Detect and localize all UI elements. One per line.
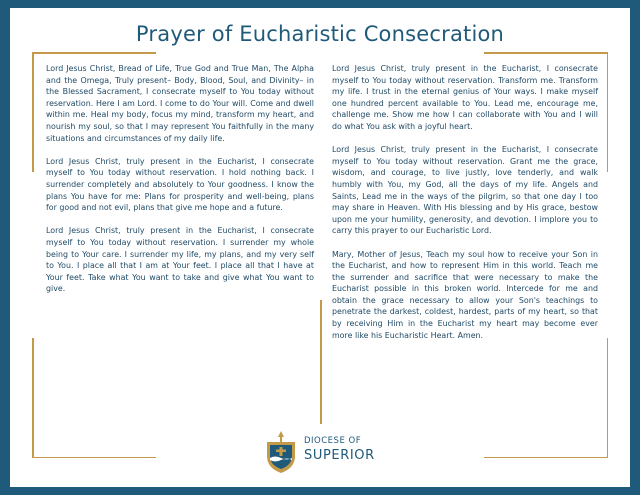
prayer-paragraph: Lord Jesus Christ, Bread of Life, True God and True Man, The Alpha and the Omega, Truly present– Body, Blood, Soul, and Divinity– in the Blessed Sacrament, I consecrate myself to You today without reservation. Here I am Lord. I come to do Your will. Come and dwell within me. Heal my body, focus my mind, transform my heart, and nourish my soul, so that I may represent You faithfully in the many situations and circumstances of my daily life. <box>46 64 314 143</box>
left-column <box>46 63 314 306</box>
shield-crest-icon <box>264 430 298 474</box>
prayer-paragraph: Lord Jesus Christ, truly present in the Eucharist, I consecrate myself to You today without reservation. I surrender my whole being to Your care. I surrender my life, my plans, and my very self to You. I place all that I am at Your feet. I place all that I have at Your feet. Take what You want to take and give what You want to give. <box>46 226 314 294</box>
prayer-paragraph: Lord Jesus Christ, truly present in the Eucharist, I consecrate myself to You today without reservation. I hold nothing back. I surrender completely and absolutely to Your goodness. I know the plans You have for me: Plans for prosperity and well-being, plans for good and not evil, plans that give me hope and a future. <box>46 156 314 213</box>
prayer-paragraph: Lord Jesus Christ, truly present in the Eucharist, I consecrate myself to You today without reservation. Transform me. Transform my life. I trust in the eternal genius of Your ways. I make myself one hundred percent available to You. Lead me, encourage me, challenge me. Show me how I can collaborate with You and I will do what You ask with a joyful heart. <box>332 64 598 131</box>
frame-top-left-v <box>32 52 34 172</box>
frame-bottom-left-v <box>32 338 34 458</box>
logo-line-1: DIOCESE OF <box>304 436 362 446</box>
frame-mid-v <box>320 300 322 424</box>
frame-bottom-left-h <box>32 457 156 459</box>
frame-bottom-right-h <box>484 457 608 459</box>
frame-bottom-right-v <box>607 338 609 458</box>
frame-top-left-h <box>32 52 156 54</box>
frame-top-right-v <box>607 52 609 172</box>
diocese-logo <box>264 428 404 476</box>
prayer-card <box>10 8 630 487</box>
right-column <box>332 63 598 353</box>
prayer-paragraph: Mary, Mother of Jesus, Teach my soul how to receive your Son in the Eucharist, and how to represent Him in this world. Teach me the surrender and sacrifice that were necessary to make the Eucharist possible in this broken world. Intercede for me and obtain the grace necessary to allow your Son's teachings to penetrate the darkest, coldest, hardest, parts of my heart, so that by receiving Him in the Eucharist my heart may become ever more like his Eucharistic Heart. Amen. <box>332 249 598 340</box>
page-title: Prayer of Eucharistic Consecration <box>135 22 505 46</box>
logo-line-2: SUPERIOR <box>304 448 375 463</box>
prayer-paragraph: Lord Jesus Christ, truly present in the Eucharist, I consecrate myself to You today without reservation. Grant me the grace, wisdom, and courage, to live justly, love tenderly, and walk humbly with You, my God, all the days of my life. Angels and Saints, Lead me in the ways of the pilgrim, so that one day I too may share in Heaven. With His blessing and by His grace, bestow upon me your humility, generosity, and devotion. I implore you to carry this prayer to our Eucharistic Lord. <box>332 145 598 236</box>
frame-top-right-h <box>484 52 608 54</box>
